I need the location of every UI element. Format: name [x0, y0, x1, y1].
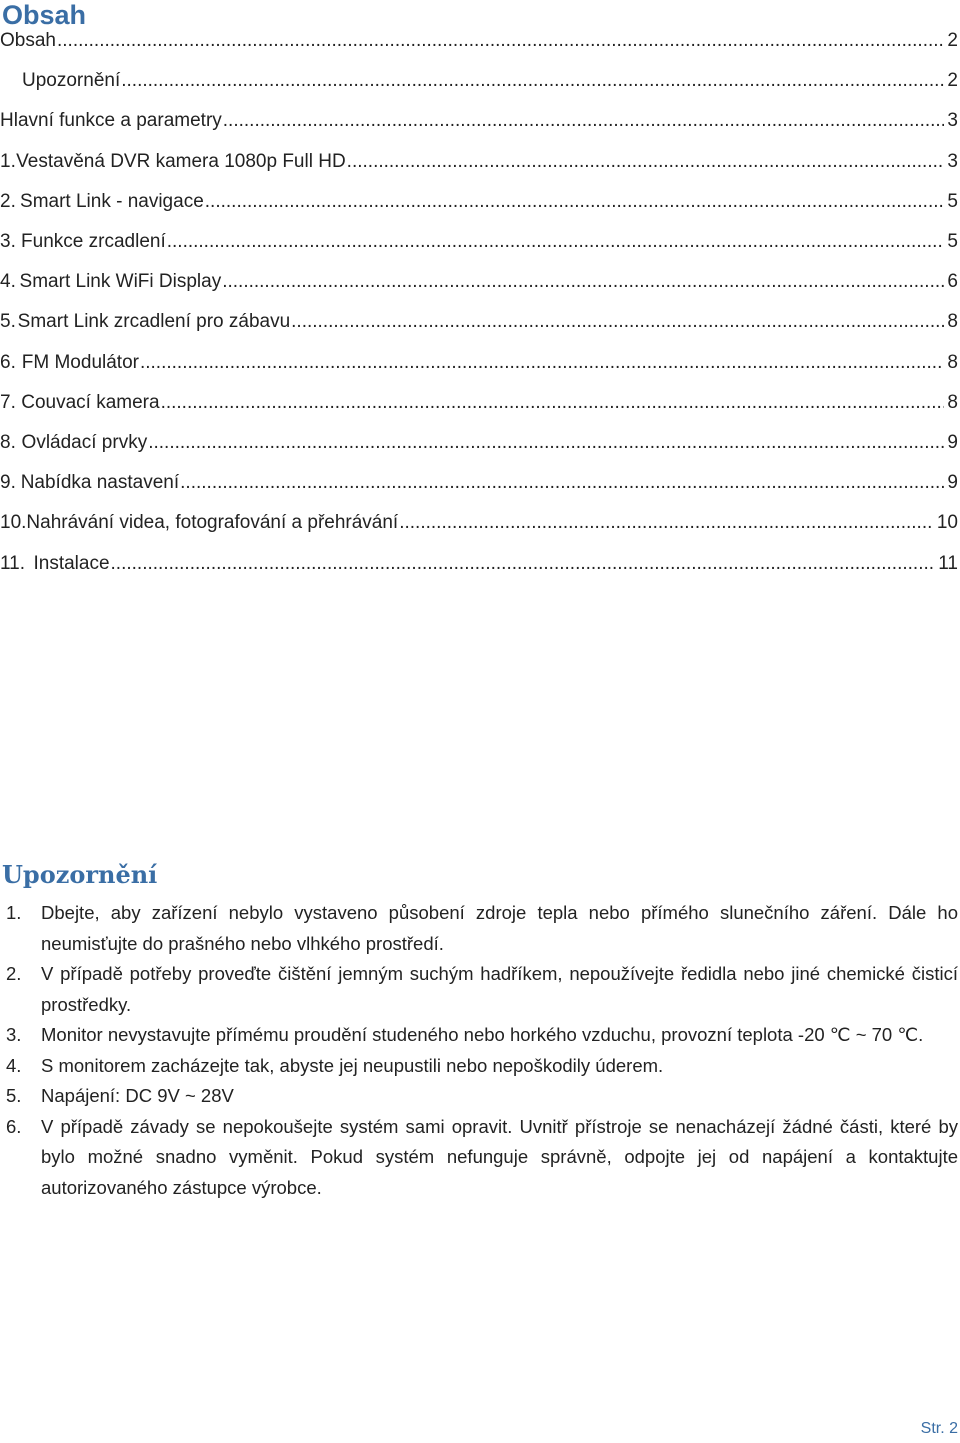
toc-leader-dots: [148, 432, 944, 454]
toc-entry[interactable]: [0, 271, 958, 311]
toc-entry-page: 2: [947, 70, 958, 92]
toc-entry-page: 8: [947, 391, 958, 413]
toc-entry[interactable]: [0, 352, 958, 392]
toc-entry-page: 8: [947, 311, 958, 333]
warning-number: 1.: [6, 902, 22, 923]
warning-item: [0, 1081, 960, 1112]
warning-item: [0, 1112, 960, 1204]
toc-leader-dots: [167, 231, 945, 253]
toc-entry-number: 4.: [0, 271, 16, 293]
toc-leader-dots: [399, 512, 934, 534]
warning-item: [0, 1051, 960, 1082]
toc-entry-label: Smart Link zrcadlení pro zábavu: [17, 311, 291, 333]
toc-leader-dots: [291, 311, 944, 333]
warning-item: [0, 959, 960, 1020]
toc-entry-number: 2.: [0, 190, 16, 212]
toc-entry-number: 1.: [0, 150, 16, 172]
toc-entry[interactable]: [0, 231, 958, 271]
toc-entry-label: Smart Link WiFi Display: [19, 271, 222, 293]
toc-entry-number: 3.: [0, 231, 16, 252]
warning-number: 2.: [6, 963, 22, 984]
warning-number: 3.: [6, 1024, 22, 1045]
warning-text: Napájení: DC 9V ~ 28V: [41, 1085, 234, 1106]
toc-entry-label: Couvací kamera: [21, 391, 160, 413]
toc-entry-page: 8: [947, 351, 958, 373]
toc-entry-page: 3: [947, 150, 958, 172]
toc-entry[interactable]: [0, 151, 958, 191]
warning-text: V případě potřeby proveďte čištění jemným suchým hadříkem, nepoužívejte ředidla nebo jiné chemické čisticí prostředky.: [41, 963, 958, 1015]
toc-entry[interactable]: [0, 472, 958, 512]
toc-entry-page: 9: [947, 472, 958, 494]
toc-entry-number: 10.: [0, 512, 27, 534]
toc-leader-dots: [57, 30, 944, 52]
toc-leader-dots: [161, 392, 945, 414]
section-title-warnings: Upozornění: [2, 860, 158, 889]
toc-leader-dots: [111, 553, 936, 575]
warning-text: V případě závady se nepokoušejte systém sami opravit. Uvnitř přístroje se nenacházejí žádné části, které by bylo možné snadno vyměnit. Pokud systém nefunguje správně, odpojte jej od napájení a kontaktujte autorizovaného zástupce výrobce.: [41, 1115, 958, 1198]
warning-item: [0, 898, 960, 959]
warning-text: Monitor nevystavujte přímému proudění studeného nebo horkého vzduchu, provozní teplota -20 ℃ ~ 70 ℃.: [41, 1024, 924, 1045]
toc-entry-label: Ovládací prvky: [21, 432, 148, 453]
toc-title: Obsah: [2, 0, 87, 30]
toc-leader-dots: [121, 70, 944, 92]
toc-entry-number: 6.: [0, 351, 16, 373]
toc-entry-page: 5: [947, 190, 958, 212]
toc-entry-page: 9: [947, 432, 958, 453]
toc-entry[interactable]: [0, 392, 958, 432]
toc-entry-page: 2: [947, 30, 958, 51]
toc-entry-label: Hlavní funkce a parametry: [0, 110, 222, 132]
toc-entry[interactable]: [0, 30, 958, 70]
toc-leader-dots: [222, 271, 944, 293]
toc-entry-label: Upozornění: [22, 70, 121, 92]
toc-entry-page: 3: [947, 110, 958, 132]
toc-entry-label: Obsah: [0, 30, 56, 51]
toc-leader-dots: [223, 110, 945, 132]
toc-entry-label: Nabídka nastavení: [20, 472, 180, 494]
toc-leader-dots: [347, 151, 945, 173]
toc-leader-dots: [180, 472, 944, 494]
toc-entry-number: 9.: [0, 472, 16, 494]
toc-entry-page: 5: [947, 231, 958, 252]
toc-entry-number: 11.: [0, 552, 26, 574]
toc-leader-dots: [140, 352, 944, 374]
toc-entry-label: Smart Link - navigace: [20, 190, 204, 212]
toc-entry-number: 7.: [0, 391, 16, 413]
toc-entry[interactable]: [0, 311, 958, 351]
warning-number: 5.: [6, 1085, 22, 1106]
toc-entry-label: Nahrávání videa, fotografování a přehrávání: [26, 512, 399, 534]
warning-item: [0, 1020, 960, 1051]
warning-number: 4.: [6, 1054, 22, 1076]
toc-entry-number: 8.: [0, 432, 16, 453]
toc-entry[interactable]: [0, 553, 958, 593]
toc-entry[interactable]: [0, 110, 958, 150]
warning-text: Dbejte, aby zařízení nebylo vystaveno působení zdroje tepla nebo přímého slunečního záření. Dále ho neumisťujte do prašného nebo vlhkého prostředí.: [41, 902, 958, 954]
toc-entry[interactable]: [0, 70, 958, 110]
toc-entry-label: FM Modulátor: [21, 351, 139, 373]
warnings-list: [0, 898, 960, 1203]
toc-entry-label: Funkce zrcadlení: [21, 231, 166, 252]
toc-entry-label: Vestavěná DVR kamera 1080p Full HD: [16, 150, 346, 172]
toc-entry[interactable]: [0, 432, 958, 472]
toc-entry[interactable]: [0, 191, 958, 231]
toc-leader-dots: [205, 191, 945, 213]
toc-entry-number: 5.: [0, 311, 16, 333]
toc-entry-page: 6: [947, 271, 958, 293]
warning-text: S monitorem zacházejte tak, abyste jej neupustili nebo nepoškodily úderem.: [41, 1054, 664, 1076]
toc-entry-page: 11: [938, 552, 958, 574]
page-number: Str. 2: [920, 1420, 958, 1437]
toc-entry[interactable]: [0, 512, 958, 552]
toc-entry-label: Instalace: [33, 552, 110, 574]
warning-number: 6.: [6, 1115, 22, 1137]
toc-entry-page: 10: [936, 512, 958, 534]
